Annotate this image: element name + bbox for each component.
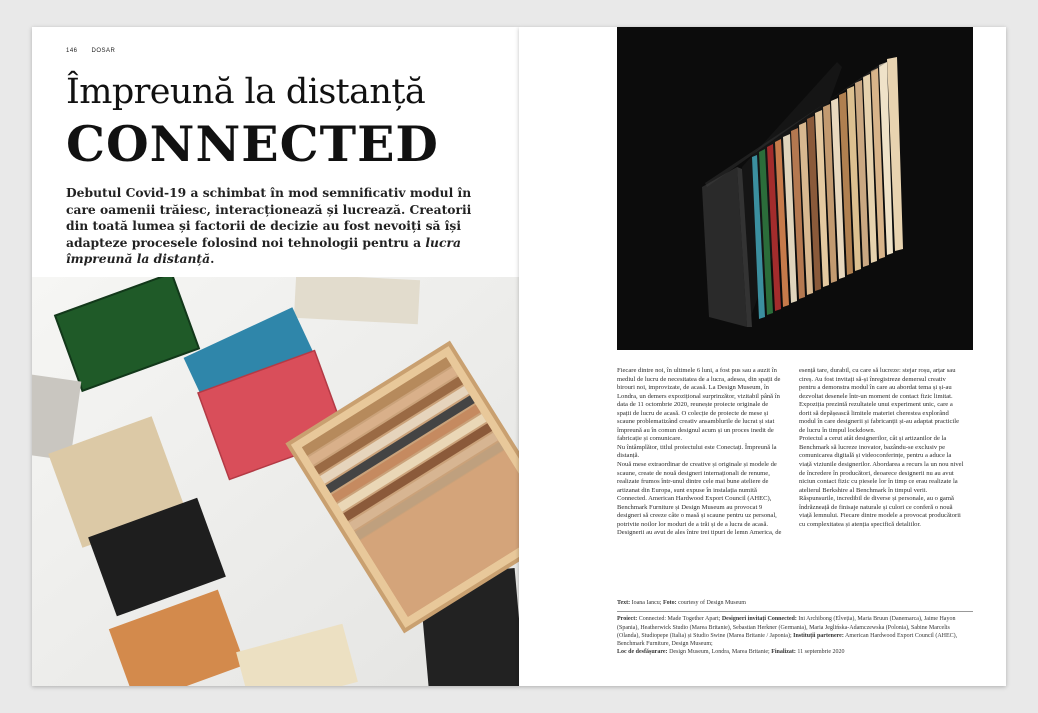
headline-line1: Împreună la distanță (66, 72, 426, 112)
info-value: Connected: Made Together Apart; (638, 616, 721, 623)
body-column-2 (799, 367, 964, 529)
body-paragraph: Fiecare dintre noi, în ultimele 6 luni, a fost pus sau a auzit în mediul de lucru de necesitatea de a lucra, adesea, din spații de birouri noi, improvizate, de acasă. La Design Museum, în Londra, un demers expozițional surprinzător, vizitabil până în data de 11 octombrie 2020, reunește proiecte originale de spații de lucru de acasă. O colecție de proiecte de mese și scaune problematizând creativ ansamblurile de lucrat și stat împreună au în comun designul acum și un proces inedit de fabricație și comunicare. (617, 367, 781, 443)
body-paragraph: Nouă mese extraordinar de creative și originale și modele de scaune, create de nouă designeri internaționali de renume, realizate frumos într-unul dintre cele mai bune ateliere de artizanat din Europa, sunt expuse în instalația numită Connected. American Hardwood Export Council (AHEC), Benchmark Furniture și Design Museum au provocat 9 designeri să creeze câte o masă și scaune pentru uz personal, potrivite noilor lor moduri de a trăi și de a lucra de acasă. Designerii au avut de ales între trei tipuri de lemn America, de (617, 461, 782, 537)
credit-line (617, 599, 973, 607)
headline-line2: CONNECTED (66, 115, 439, 173)
body-column-1 (617, 367, 782, 538)
project-info (617, 615, 973, 656)
info-label: Loc de desfășurare: (617, 649, 668, 656)
info-value: American Hardwood Export Council (AHEC), Benchmark Furniture, Design Museum; (617, 632, 958, 648)
credits-block (617, 599, 973, 657)
wood-samples-photo (32, 277, 519, 686)
body-paragraph: Expoziția prezintă rezultatele unui experiment unic, care a dorit să depășească limitele materiei cherestea explorând modul în care designerii și fabricanții și-au adaptat practicile de lucru în timpul lockdown. (799, 401, 960, 434)
info-value: Design Museum, Londra, Marea Britanie; (669, 649, 770, 656)
wood-stack-photo (617, 27, 973, 350)
body-paragraph: Răspunsurile, incredibil de diverse și personale, au o gamă îndrăzneață de finisaje naturale și culori ce conferă o nouă viață lemnului. Fiecare dintre modele a provocat producătorii cu complexitatea și atenția specifică detaliilor. (799, 495, 961, 528)
credit-label: Text: (617, 600, 631, 606)
lead-paragraph (66, 185, 486, 268)
body-paragraph: Proiectul a cerut atât designerilor, cât și artizanilor de la Benchmark să lucreze inovator, bazându-se exclusiv pe comunicarea digitală și videoconferințe, pentru a aduce la viață viziunile designerilor. Abordarea a recurs la un nou nivel de încredere în producători, deoarece designerii nu au avut niciun contact fizic cu piesele lor în timp ce erau realizate la atelierul Berkshire al Benchmark în timpul verii. (799, 435, 964, 494)
info-label: Instituții partenere: (793, 632, 844, 639)
body-paragraph: esență tare, durabil, cu care să lucreze: stejar roșu, arțar sau cireș. Au fost invitați să-și înregistreze demersul creativ pentru a demonstra modul în care au abordat tema și și-au dezvoltat desenele într-un moment de contact fizic limitat. (799, 367, 956, 400)
lead-text: Debutul Covid-19 a schimbat în mod semnificativ modul în care oamenii trăiesc, interacționează și lucrează. Creatorii din toată lumea și factorii de decizie au fost nevoiți să își adapteze procesele folosind noi tehnologii pentru a (66, 185, 472, 250)
body-paragraph: Nu întâmplător, titlul proiectului este Conectați. Împreună la distanță. (617, 443, 777, 460)
credit-label: Foto: (662, 600, 677, 606)
page-number: 146 (66, 48, 78, 54)
wood-samples-illustration (32, 277, 519, 686)
lead-end: . (210, 251, 215, 266)
info-value: Ini Archibong (Elveția), Maria Bruun (Danemarca), Jaime Hayon (Spania), Heatherwick Studio (Marea Britanie), Sebastian Herkner (Germania), Maria Jeglińska-Adamczewska (Polonia), Sabine Marcelis (Olanda), Studiopepe (Italia) și Studio Swine (Marea Britanie / Japonia); (617, 616, 956, 639)
wood-stack-illustration (617, 27, 973, 350)
info-label: Designeri invitați Connected: (721, 616, 797, 623)
info-value: 11 septembrie 2020 (797, 649, 845, 656)
left-page (32, 27, 519, 686)
divider (617, 611, 973, 612)
lead-emphasis: lucra împreună la distanță (66, 234, 461, 266)
section-label: DOSAR (91, 48, 116, 54)
folio (66, 48, 129, 54)
info-label: Proiect: (617, 616, 638, 623)
right-page (519, 27, 1006, 686)
info-label: Finalizat: (771, 649, 796, 656)
credit-value: Ioana Iancu; (631, 600, 662, 606)
credit-value: courtesy of Design Museum (678, 600, 746, 606)
